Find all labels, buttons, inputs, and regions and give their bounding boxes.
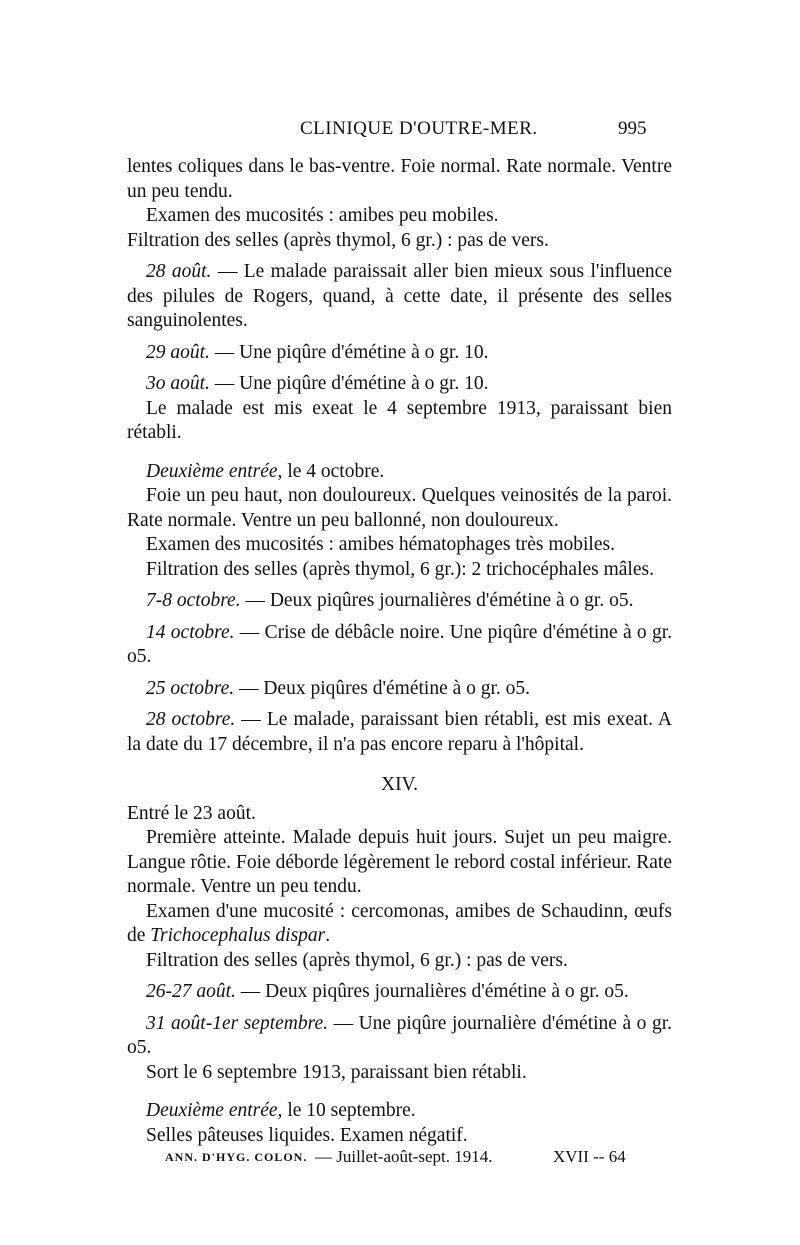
paragraph-text: Examen des mucosités : amibes hématophages très mobiles. (146, 534, 615, 555)
paragraph (127, 677, 672, 702)
paragraph-text: — Une piqûre journalière d'émétine à o gr. o5. (127, 1012, 672, 1058)
paragraph (127, 589, 672, 614)
paragraph-text: — Deux piqûres journalières d'émétine à o gr. o5. (235, 981, 629, 1002)
paragraph (127, 484, 672, 533)
paragraph (127, 558, 672, 583)
paragraph-text: le 4 octobre. (282, 460, 385, 482)
paragraph (127, 341, 672, 366)
paragraph (127, 826, 672, 900)
date-lead: 3o août. (146, 373, 210, 394)
paragraph (127, 900, 672, 949)
running-title: CLINIQUE D'OUTRE-MER. (300, 118, 538, 139)
paragraph-text: lentes coliques dans le bas-ventre. Foie normal. Rate normale. Ventre un peu tendu. (127, 156, 672, 202)
paragraph (127, 980, 672, 1005)
date-lead: 28 août. (146, 261, 212, 282)
paragraph (127, 1061, 672, 1086)
paragraph (127, 260, 672, 334)
paragraph (127, 397, 672, 446)
section-heading (127, 773, 672, 798)
paragraph-text: — Le malade, paraissant bien rétabli, est mis exeat. A la date du 17 décembre, il n'a pas encore reparu à l'hôpital. (127, 709, 672, 755)
paragraph-text: Filtration des selles (après thymol, 6 gr.) : pas de vers. (127, 229, 549, 251)
paragraph-text: — Deux piqûres journalières d'émétine à o gr. o5. (240, 590, 634, 611)
body-text (127, 155, 672, 1148)
page-number: 995 (618, 118, 647, 139)
paragraph (127, 621, 672, 670)
paragraph-text: Selles pâteuses liquides. Examen négatif. (146, 1124, 468, 1146)
date-lead: 14 octobre. (146, 621, 235, 643)
paragraph-text: — Une piqûre d'émétine à o gr. 10. (209, 373, 489, 394)
date-lead: 31 août-1er septembre. (146, 1012, 329, 1034)
paragraph (127, 1099, 672, 1124)
date-lead: 29 août. (146, 341, 210, 363)
subheading-lead: Deuxième entrée, (146, 460, 283, 482)
paragraph (127, 229, 672, 254)
paragraph-text: . (325, 925, 331, 946)
paragraph-text: Foie un peu haut, non douloureux. Quelques veinosités de la paroi. Rate normale. Ventre un peu ballonné, non douloureux. (127, 485, 672, 531)
paragraph (127, 1012, 672, 1061)
paragraph-text: Entré le 23 août. (127, 802, 256, 824)
page-header (0, 118, 800, 148)
paragraph (127, 949, 672, 974)
date-lead: 26-27 août. (146, 981, 236, 1002)
journal-abbreviation: ANN. D'HYG. COLON. (165, 1150, 308, 1164)
date-lead: 28 octobre. (146, 709, 236, 730)
species-name: Trichocephalus dispar (150, 925, 326, 946)
paragraph (127, 1124, 672, 1149)
paragraph (127, 708, 672, 757)
paragraph-text: Filtration des selles (après thymol, 6 gr.) : pas de vers. (146, 949, 568, 971)
paragraph (127, 155, 672, 204)
paragraph-text: Première atteinte. Malade depuis huit jours. Sujet un peu maigre. Langue rôtie. Foie déborde légèrement le rebord costal inférieur. Rate normale. Ventre un peu tendu. (127, 827, 672, 897)
paragraph (127, 460, 672, 485)
paragraph (127, 372, 672, 397)
volume-signature: XVII -- 64 (553, 1147, 626, 1166)
paragraph-text: le 10 septembre. (282, 1100, 416, 1121)
page-footer (165, 1147, 665, 1173)
section-number: XIV. (380, 774, 419, 795)
subheading-lead: Deuxième entrée, (146, 1100, 283, 1121)
paragraph (127, 802, 672, 827)
paragraph-text: Examen des mucosités : amibes peu mobiles. (146, 205, 499, 226)
paragraph (127, 204, 672, 229)
paragraph (127, 533, 672, 558)
date-lead: 25 octobre. (146, 677, 235, 699)
issue-date: — Juillet-août-sept. 1914. (315, 1147, 493, 1166)
paragraph-text: Sort le 6 septembre 1913, paraissant bien rétabli. (146, 1061, 527, 1083)
paragraph-text: Filtration des selles (après thymol, 6 gr.): 2 trichocéphales mâles. (146, 558, 654, 580)
paragraph-text: — Le malade paraissait aller bien mieux sous l'influence des pilules de Rogers, quand, à cette date, il présente des selles sanguinolentes. (127, 261, 672, 331)
paragraph-text: — Crise de débâcle noire. Une piqûre d'émétine à o gr. o5. (127, 621, 673, 667)
paragraph-text: Le malade est mis exeat le 4 septembre 1913, paraissant bien rétabli. (127, 397, 672, 443)
paragraph-text: Examen d'une mucosité : cercomonas, amibes de Schaudinn, œufs de (127, 900, 672, 946)
paragraph-text: — Une piqûre d'émétine à o gr. 10. (209, 341, 489, 363)
paragraph-text: — Deux piqûres d'émétine à o gr. o5. (234, 677, 531, 699)
date-lead: 7-8 octobre. (146, 590, 241, 611)
